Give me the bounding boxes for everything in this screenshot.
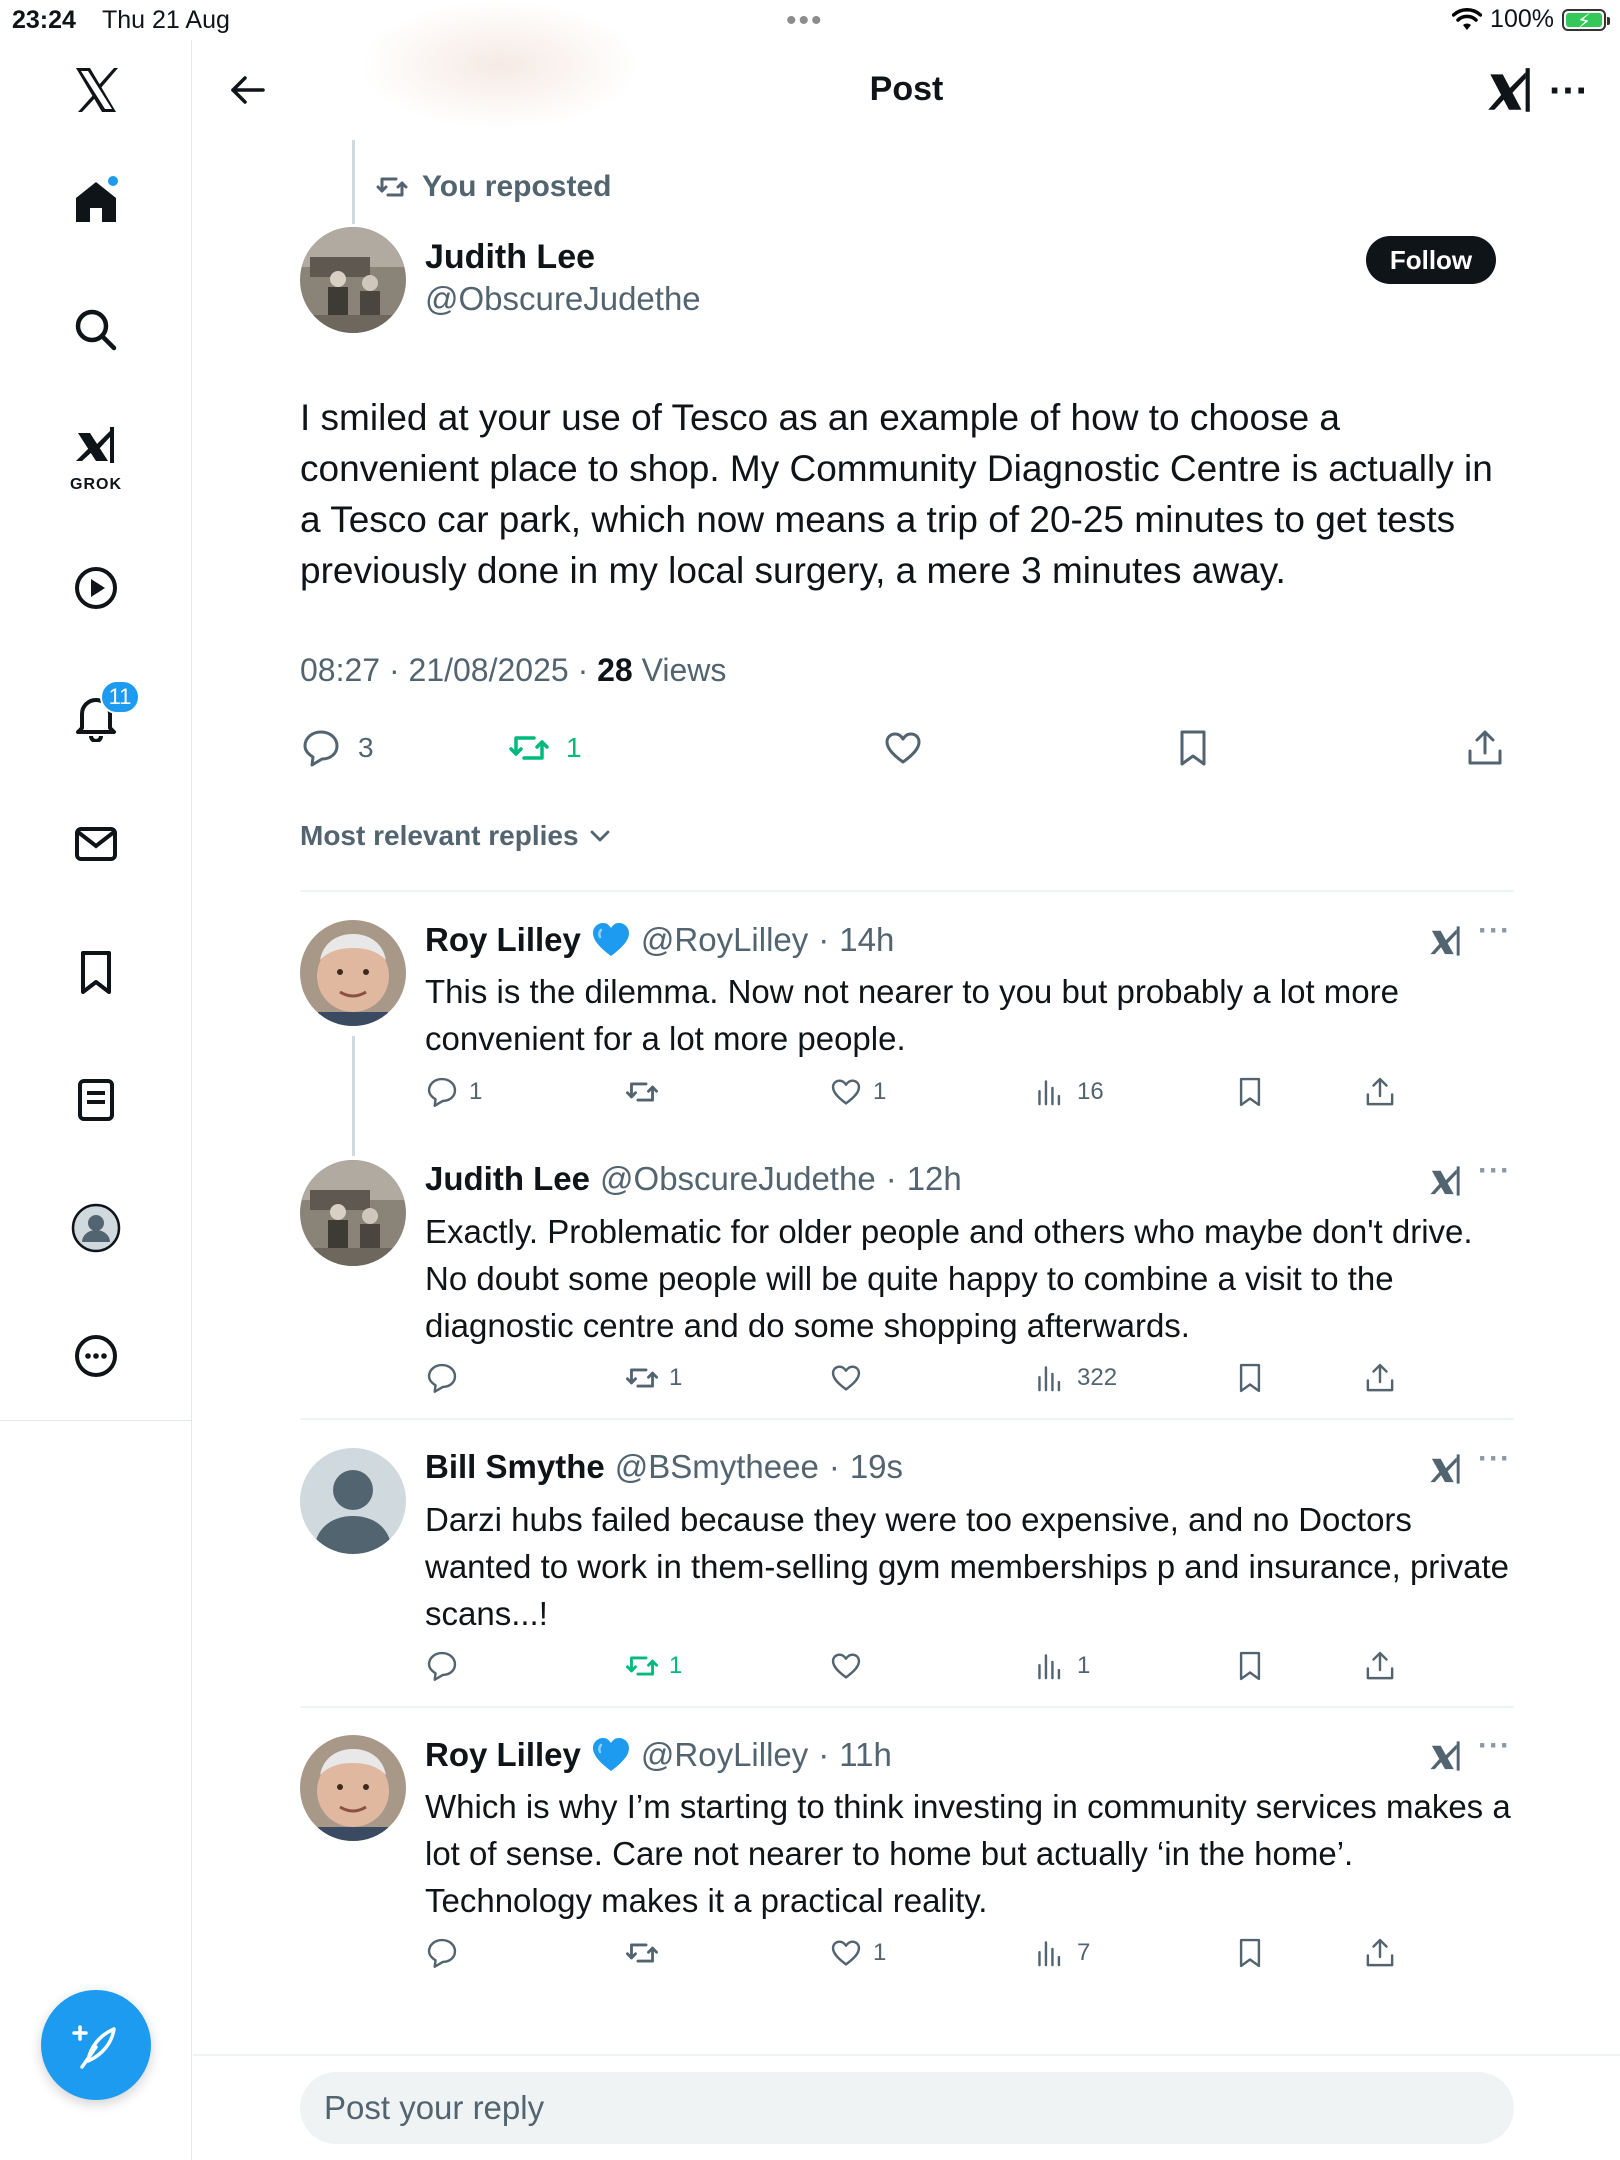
repost-icon bbox=[376, 171, 408, 203]
reply-button[interactable] bbox=[425, 1644, 469, 1688]
reply-text: Exactly. Problematic for older people and others who maybe don't drive. No doubt some people will be quite happy to combine a visit to the diagnostic centre and do some shopping afterwards. bbox=[425, 1213, 1473, 1344]
heart-icon bbox=[829, 1649, 863, 1683]
reply-author-handle[interactable]: @ObscureJudethe bbox=[600, 1160, 876, 1197]
sidebar-divider bbox=[0, 1420, 192, 1421]
home-icon[interactable] bbox=[56, 162, 136, 242]
repost-button[interactable] bbox=[625, 1644, 682, 1688]
notifications-count-badge: 11 bbox=[100, 680, 140, 714]
reply-separator: · bbox=[828, 1448, 840, 1485]
avatar[interactable] bbox=[300, 1448, 406, 1554]
repost-icon bbox=[625, 1936, 659, 1970]
blue-heart-icon bbox=[591, 1735, 631, 1775]
battery-percent: 100% bbox=[1490, 5, 1554, 33]
post-views-label: Views bbox=[641, 652, 727, 688]
views-button[interactable] bbox=[1033, 1070, 1104, 1114]
chevron-down-icon bbox=[587, 823, 613, 849]
bookmark-button[interactable] bbox=[1233, 1931, 1267, 1975]
reply-header bbox=[425, 1735, 892, 1775]
heart-icon bbox=[829, 1361, 863, 1395]
reply-button[interactable] bbox=[425, 1356, 469, 1400]
share-icon bbox=[1363, 1649, 1397, 1683]
divider bbox=[300, 890, 1514, 892]
notifications-icon[interactable] bbox=[56, 676, 136, 756]
reply-more-button[interactable]: ··· bbox=[1478, 1154, 1511, 1187]
heart-icon bbox=[829, 1075, 863, 1109]
grok-label: GROK bbox=[70, 476, 122, 493]
bookmark-icon bbox=[1233, 1936, 1267, 1970]
x-logo-icon[interactable] bbox=[56, 50, 136, 130]
reply-button[interactable] bbox=[300, 720, 374, 776]
share-button[interactable] bbox=[1363, 1644, 1397, 1688]
reply-separator: · bbox=[885, 1160, 897, 1197]
repost-note-text: You reposted bbox=[422, 170, 612, 203]
repost-note bbox=[376, 170, 611, 204]
wifi-icon bbox=[1452, 8, 1482, 32]
status-date: Thu 21 Aug bbox=[102, 6, 230, 34]
repost-count: 1 bbox=[669, 1652, 683, 1679]
repost-button[interactable] bbox=[625, 1931, 669, 1975]
share-icon bbox=[1363, 1936, 1397, 1970]
author-handle[interactable]: @ObscureJudethe bbox=[425, 280, 701, 317]
bookmarks-icon[interactable] bbox=[56, 932, 136, 1012]
blue-heart-icon bbox=[591, 920, 631, 960]
reply-author-handle[interactable]: @RoyLilley bbox=[640, 921, 809, 958]
views-count: 16 bbox=[1077, 1078, 1104, 1105]
reply-text: Darzi hubs failed because they were too expensive, and no Doctors wanted to work in them-selling gym memberships p and insurance, private scans...! bbox=[425, 1501, 1510, 1632]
search-icon[interactable] bbox=[56, 290, 136, 370]
reply-more-button[interactable]: ··· bbox=[1478, 914, 1511, 947]
reply-text: Which is why I’m starting to think investing in community services makes a lot of sense. Care not nearer to home but actually ‘in the home’. Technology makes it a practical reality. bbox=[425, 1788, 1511, 1919]
battery-icon: ⚡ bbox=[1562, 9, 1606, 31]
share-button[interactable] bbox=[1464, 720, 1506, 776]
reply-author-name[interactable]: Roy Lilley bbox=[425, 921, 581, 958]
repost-icon bbox=[508, 727, 550, 769]
avatar[interactable] bbox=[300, 920, 406, 1026]
bookmark-button[interactable] bbox=[1233, 1356, 1267, 1400]
reply-text: This is the dilemma. Now not nearer to you but probably a lot more convenient for a lot more people. bbox=[425, 973, 1399, 1057]
repost-icon bbox=[625, 1075, 659, 1109]
bookmark-icon bbox=[1172, 727, 1214, 769]
reply-more-button[interactable]: ··· bbox=[1478, 1442, 1511, 1475]
reply-header bbox=[425, 920, 894, 960]
like-button[interactable] bbox=[829, 1931, 886, 1975]
repost-count: 1 bbox=[669, 1364, 683, 1391]
views-button[interactable] bbox=[1033, 1644, 1090, 1688]
reply-button[interactable] bbox=[425, 1931, 469, 1975]
sidebar bbox=[0, 40, 192, 2160]
author-name[interactable]: Judith Lee bbox=[425, 238, 596, 276]
reply-header bbox=[425, 1160, 962, 1198]
lists-icon[interactable] bbox=[56, 1060, 136, 1140]
grok-icon[interactable] bbox=[1426, 1737, 1464, 1775]
header-grok-icon[interactable] bbox=[1482, 64, 1536, 118]
like-button[interactable] bbox=[882, 720, 924, 776]
multitask-dots-icon[interactable]: ••• bbox=[786, 4, 824, 37]
share-button[interactable] bbox=[1363, 1070, 1397, 1114]
bookmark-button[interactable] bbox=[1233, 1644, 1267, 1688]
reply-bar-divider bbox=[193, 2054, 1620, 2056]
grok-icon[interactable] bbox=[1426, 1450, 1464, 1488]
views-chart-icon bbox=[1033, 1936, 1067, 1970]
reply-icon bbox=[425, 1361, 459, 1395]
compose-button[interactable] bbox=[41, 1990, 151, 2100]
reply-count: 1 bbox=[469, 1078, 483, 1105]
bookmark-icon bbox=[1233, 1649, 1267, 1683]
bookmark-icon bbox=[1233, 1361, 1267, 1395]
page-title: Post bbox=[869, 70, 944, 108]
heart-icon bbox=[829, 1936, 863, 1970]
views-button[interactable] bbox=[1033, 1931, 1090, 1975]
reply-icon bbox=[425, 1936, 459, 1970]
status-time: 23:24 bbox=[12, 6, 76, 34]
home-unread-dot bbox=[106, 174, 120, 188]
like-button[interactable] bbox=[829, 1070, 886, 1114]
status-right bbox=[1452, 5, 1606, 34]
reply-time[interactable]: 12h bbox=[906, 1160, 962, 1197]
like-count: 1 bbox=[873, 1939, 887, 1966]
like-button[interactable] bbox=[829, 1644, 873, 1688]
reply-separator: · bbox=[818, 921, 830, 958]
like-button[interactable] bbox=[829, 1356, 873, 1400]
reply-author-handle[interactable]: @RoyLilley bbox=[640, 1736, 809, 1773]
share-icon bbox=[1363, 1075, 1397, 1109]
grok-icon[interactable] bbox=[1426, 1162, 1464, 1200]
views-count: 7 bbox=[1077, 1939, 1091, 1966]
reply-icon bbox=[425, 1075, 459, 1109]
status-bar bbox=[0, 0, 1620, 40]
post-views-count[interactable]: 28 bbox=[597, 652, 633, 688]
reply-time[interactable]: 11h bbox=[839, 1736, 892, 1773]
grok-icon[interactable] bbox=[56, 418, 136, 498]
more-icon[interactable] bbox=[56, 1316, 136, 1396]
reply-button[interactable] bbox=[425, 1070, 482, 1114]
replies-sort-dropdown[interactable] bbox=[300, 820, 613, 852]
repost-icon bbox=[625, 1649, 659, 1683]
views-chart-icon bbox=[1033, 1649, 1067, 1683]
bookmark-icon bbox=[1233, 1075, 1267, 1109]
views-count: 322 bbox=[1077, 1364, 1118, 1391]
reply-time[interactable]: 14h bbox=[839, 921, 895, 958]
reply-actions bbox=[425, 1931, 1425, 1975]
divider bbox=[300, 1418, 1514, 1420]
reply-input[interactable] bbox=[300, 2072, 1514, 2144]
reply-actions bbox=[425, 1644, 1425, 1688]
heart-icon bbox=[882, 727, 924, 769]
reply-count: 3 bbox=[358, 732, 374, 763]
share-icon bbox=[1464, 727, 1506, 769]
divider bbox=[300, 1706, 1514, 1708]
compose-feather-icon bbox=[68, 2017, 124, 2073]
header-more-button[interactable]: ··· bbox=[1549, 68, 1589, 113]
repost-icon bbox=[625, 1361, 659, 1395]
video-icon[interactable] bbox=[56, 548, 136, 628]
views-count: 1 bbox=[1077, 1652, 1091, 1679]
reply-more-button[interactable]: ··· bbox=[1478, 1729, 1511, 1762]
reply-actions bbox=[425, 1356, 1425, 1400]
reply-icon bbox=[425, 1649, 459, 1683]
repost-count: 1 bbox=[566, 732, 582, 763]
views-chart-icon bbox=[1033, 1075, 1067, 1109]
messages-icon[interactable] bbox=[56, 804, 136, 884]
share-button[interactable] bbox=[1363, 1356, 1397, 1400]
views-chart-icon bbox=[1033, 1361, 1067, 1395]
avatar[interactable] bbox=[300, 1735, 406, 1841]
bookmark-button[interactable] bbox=[1233, 1070, 1267, 1114]
repost-button[interactable] bbox=[625, 1070, 669, 1114]
bookmark-button[interactable] bbox=[1172, 720, 1214, 776]
follow-button[interactable]: Follow bbox=[1366, 236, 1496, 284]
post-time: 08:27 bbox=[300, 652, 381, 688]
post-actions bbox=[300, 720, 1520, 776]
reply-actions bbox=[425, 1070, 1425, 1114]
reply-author-name[interactable]: Judith Lee bbox=[425, 1160, 591, 1197]
reply-author-name[interactable]: Bill Smythe bbox=[425, 1448, 605, 1485]
sort-label: Most relevant replies bbox=[300, 820, 579, 851]
profile-icon[interactable] bbox=[56, 1188, 136, 1268]
repost-button[interactable] bbox=[508, 720, 582, 776]
reply-author-handle[interactable]: @BSmytheee bbox=[614, 1448, 819, 1485]
reply-header bbox=[425, 1448, 903, 1486]
share-icon bbox=[1363, 1361, 1397, 1395]
reply-icon bbox=[300, 727, 342, 769]
views-button[interactable] bbox=[1033, 1356, 1117, 1400]
avatar[interactable] bbox=[300, 227, 406, 333]
post-header bbox=[193, 40, 1620, 140]
reply-separator: · bbox=[818, 1736, 830, 1773]
post-meta: 08:27 · 21/08/2025 · 28 Views bbox=[300, 652, 727, 688]
reply-time[interactable]: 19s bbox=[849, 1448, 904, 1485]
share-button[interactable] bbox=[1363, 1931, 1397, 1975]
thread-line bbox=[352, 140, 355, 224]
avatar[interactable] bbox=[300, 1160, 406, 1266]
grok-icon[interactable] bbox=[1426, 922, 1464, 960]
thread-line bbox=[352, 1036, 355, 1156]
repost-button[interactable] bbox=[625, 1356, 682, 1400]
reply-author-name[interactable]: Roy Lilley bbox=[425, 1736, 581, 1773]
like-count: 1 bbox=[873, 1078, 887, 1105]
post-date: 21/08/2025 bbox=[408, 652, 569, 688]
post-text: I smiled at your use of Tesco as an example of how to choose a convenient place to shop. My Community Diagnostic Centre is actually in a Tesco car park, which now means a trip of 20-25 minutes to get tests previously done in my local surgery, a mere 3 minutes away. bbox=[300, 397, 1493, 591]
